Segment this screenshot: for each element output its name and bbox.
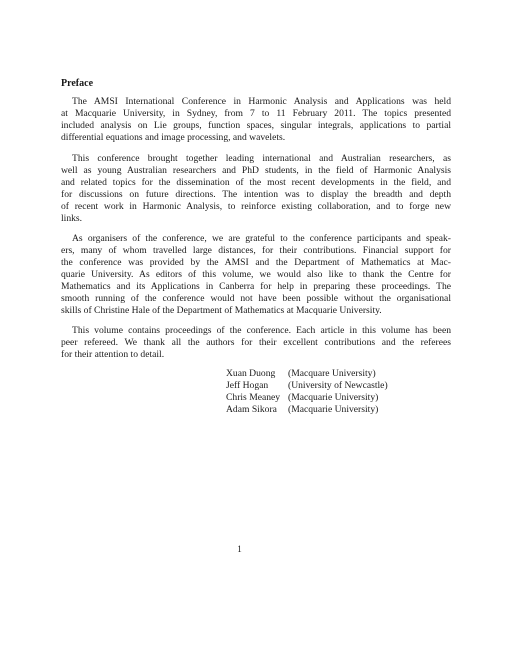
signature-row — [226, 392, 388, 404]
paragraph-line: As organisers of the conference, we are grateful to the conference participants and speak- — [72, 233, 451, 244]
editor-name: Xuan Duong — [226, 368, 276, 379]
signature-row — [226, 368, 388, 380]
editor-affiliation: (Macquarie University) — [288, 404, 379, 415]
paragraph-line: links. — [61, 213, 83, 224]
editor-affiliation: (Macquarie University) — [288, 392, 379, 403]
paragraph-line: of recent work in Harmonic Analysis, to reinforce existing collaboration, and to forge new — [61, 201, 451, 212]
page-number: 1 — [237, 544, 242, 554]
paragraph-line: included analysis on Lie groups, function spaces, singular integrals, applications to partial — [61, 120, 451, 131]
paragraph-line: smooth running of the conference would not have been possible without the organisational — [61, 293, 451, 304]
paragraph-line: for discussions on future directions. The intention was to display the breadth and depth — [61, 189, 451, 200]
paragraph-line: the conference was provided by the AMSI and the Department of Mathematics at Mac- — [61, 257, 451, 268]
paragraph-line: for their attention to detail. — [61, 349, 165, 360]
paragraph-line: This volume contains proceedings of the conference. Each article in this volume has been — [72, 325, 451, 336]
paragraph-line: well as young Australian researchers and PhD students, in the field of Harmonic Analysis — [61, 165, 451, 176]
paragraph-line: peer refereed. We thank all the authors for their excellent contributions and the referees — [61, 337, 451, 348]
signature-row — [226, 380, 388, 392]
editor-signatures — [226, 368, 388, 416]
editor-name: Chris Meaney — [226, 392, 281, 403]
paragraph-line: This conference brought together leading international and Australian researchers, as — [72, 153, 451, 164]
paragraph-line: at Macquarie University, in Sydney, from 7 to 11 February 2011. The topics presented — [61, 108, 451, 119]
paragraph-line: ers, many of whom travelled large distances, for their contributions. Financial support for — [61, 245, 451, 256]
editor-name: Jeff Hogan — [226, 380, 269, 391]
editor-affiliation: (Macquare University) — [288, 368, 376, 379]
paragraph-line: skills of Christine Hale of the Department of Mathematics at Macquarie University. — [61, 305, 382, 316]
paragraph-line: differential equations and image processing, and wavelets. — [61, 132, 286, 143]
editor-affiliation: (University of Newcastle) — [288, 380, 388, 391]
paragraph-line: The AMSI International Conference in Harmonic Analysis and Applications was held — [72, 96, 451, 107]
paragraph-line: and related topics for the dissemination of the most recent developments in the field, and — [61, 177, 451, 188]
paragraph-line: Mathematics and its Applications in Canberra for help in preparing these proceedings. The — [61, 281, 451, 292]
editor-name: Adam Sikora — [226, 404, 277, 415]
paragraph-line: quarie University. As editors of this volume, we would also like to thank the Centre for — [61, 269, 451, 280]
signature-row — [226, 404, 388, 416]
preface-heading: Preface — [61, 78, 94, 89]
